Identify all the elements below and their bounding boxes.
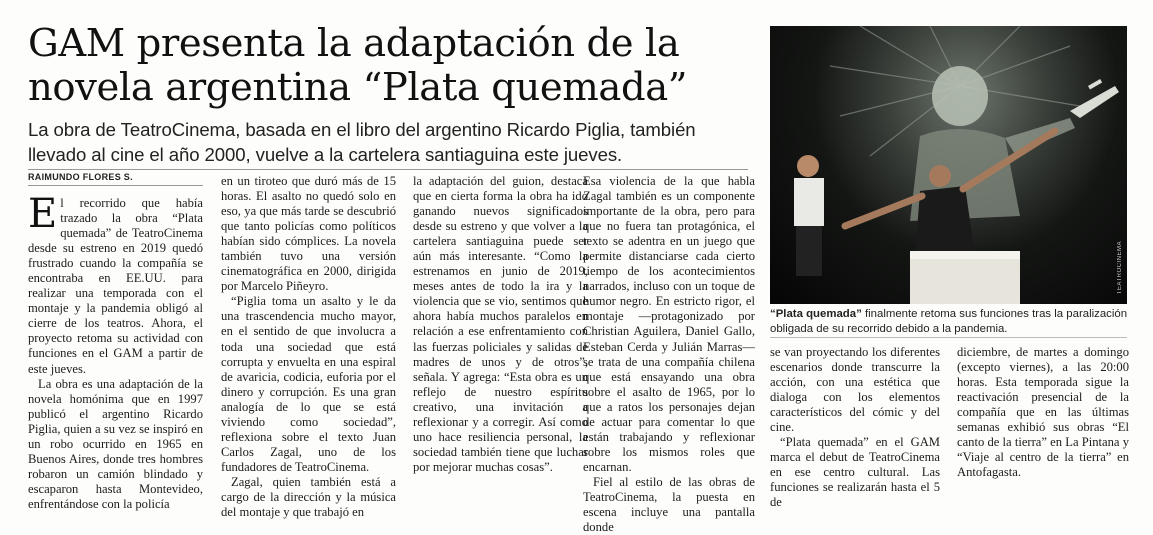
divider [28, 169, 748, 170]
divider [28, 185, 203, 186]
paragraph: Esa violencia de la que habla Zagal también es un componente importante de la obra, pero para que no fuera tan protagónica, el texto se adentra en un juego que permite distanciarse cada cierto tiempo de los acontecimientos narrados, incluso con un toque de humor negro. En estricto rigor, el montaje —protagonizado por Christian Aguilera, Daniel Gallo, Esteban Cerda y Julián Marras— se trata de una compañía chilena que está ensayando una obra sobre el asalto de 1965, por lo que a ratos los personajes dejan de actuar para comentar lo que están trabajando y reflexionar sobre los mismos roles que encarnan. [583, 174, 755, 474]
body-column-5 [770, 345, 940, 510]
headline-line-2: novela argentina “Plata quemada” [28, 65, 688, 110]
drop-cap: E [28, 191, 58, 237]
body-column-1 [28, 191, 203, 511]
paragraph: Zagal, quien también está a cargo de la dirección y la música del montaje y que trabajó en [221, 474, 396, 520]
paragraph: la adaptación del guion, destaca que en cierta forma la obra ha ido ganando nuevos significados desde su estreno y que volver a la cartelera santiaguina puede ser aún más interesante. “Como la estrenamos en junio de 2019, meses antes de todo la ira y la violencia que se vio, sentimos que ahora había muchos paralelos en relación a ese enfrentamiento con las fuerzas policiales y salidas de madres de unos y de otros”, señala. Y agrega: “Esta obra es un reflejo de nuestro espíritu creativo, una invitación a reflexionar y a corregir. Así como uno hace resiliencia personal, la sociedad también tiene que luchar por mejorar muchas cosas”. [413, 174, 588, 474]
article-photo [770, 26, 1127, 304]
headline-line-1: GAM presenta la adaptación de la [28, 21, 680, 66]
paragraph: “Piglia toma un asalto y le da una trascendencia mucho mayor, en el sentido de que involucra a toda una sociedad que está corrupta y envuelta en una espiral de avaricia, codicia, euforia por el dinero y corrupción. Es una gran analogía de lo que se está viviendo como sociedad”, reflexiona sobre el texto Juan Carlos Zagal, uno de los fundadores de TeatroCinema. [221, 294, 396, 474]
body-column-4 [583, 174, 755, 535]
paragraph: La obra es una adaptación de la novela homónima que en 1997 publicó el argentino Ricardo Piglia, quien a su vez se inspiró en un robo ocurrido en 1965 en Buenos Aires, donde tres hombres robaron un camión blindado y escaparon hasta Montevideo, enfrentándose con la policía [28, 376, 203, 511]
photo-caption [770, 307, 1130, 337]
caption-title: “Plata quemada” [770, 308, 862, 320]
article-deck: La obra de TeatroCinema, basada en el libro del argentino Ricardo Piglia, también llevado al cine el año 2000, vuelve a la cartelera santiaguina este jueves. [28, 119, 696, 165]
paragraph: en un tiroteo que duró más de 15 horas. El asalto no quedó solo en eso, ya que más tarde se descubrió que tanto policías como políticos habían sido cómplices. La novela también tuvo una versión cinematográfica en 2000, dirigida por Marcelo Piñeyro. [221, 174, 396, 294]
divider [770, 337, 1127, 338]
paragraph: El recorrido que había trazado la obra “Plata quemada” de TeatroCinema desde su estreno en 2019 quedó frustrado cuando la compañía se encontraba en EE.UU. para realizar una temporada con el montaje y la pandemia obligó al cierre de los teatros. Ahora, el proyecto retoma su actividad con funciones en el GAM a partir de este jueves. [28, 191, 203, 376]
photo-credit: TEATROCINEMA [1117, 240, 1123, 294]
byline: RAIMUNDO FLORES S. [28, 172, 133, 182]
paragraph: diciembre, de martes a domingo (excepto viernes), a las 20:00 horas. Esta temporada sigue la reactivación presencial de la compañía que en las últimas semanas exhibió sus obras “El canto de la tierra” en La Pintana y “Viaje al centro de la tierra” en Antofagasta. [957, 345, 1129, 480]
article-headline [28, 22, 748, 110]
paragraph: “Plata quemada” en el GAM marca el debut de TeatroCinema en ese centro cultural. Las funciones se realizarán hasta el 5 de [770, 435, 940, 510]
body-column-3 [413, 174, 588, 481]
caption-text: finalmente retoma sus funciones tras la paralización obligada de su recorrido debido a la pandemia. [770, 308, 1128, 335]
body-column-6 [957, 345, 1129, 481]
paragraph: Fiel al estilo de las obras de TeatroCinema, la puesta en escena incluye una pantalla donde [583, 474, 755, 535]
body-column-2 [221, 174, 396, 520]
paragraph: se van proyectando los diferentes escenarios donde transcurre la acción, con una estética que dialoga con los elementos característicos del cómic y del cine. [770, 345, 940, 435]
theatre-stage-photo-icon [770, 26, 1127, 304]
